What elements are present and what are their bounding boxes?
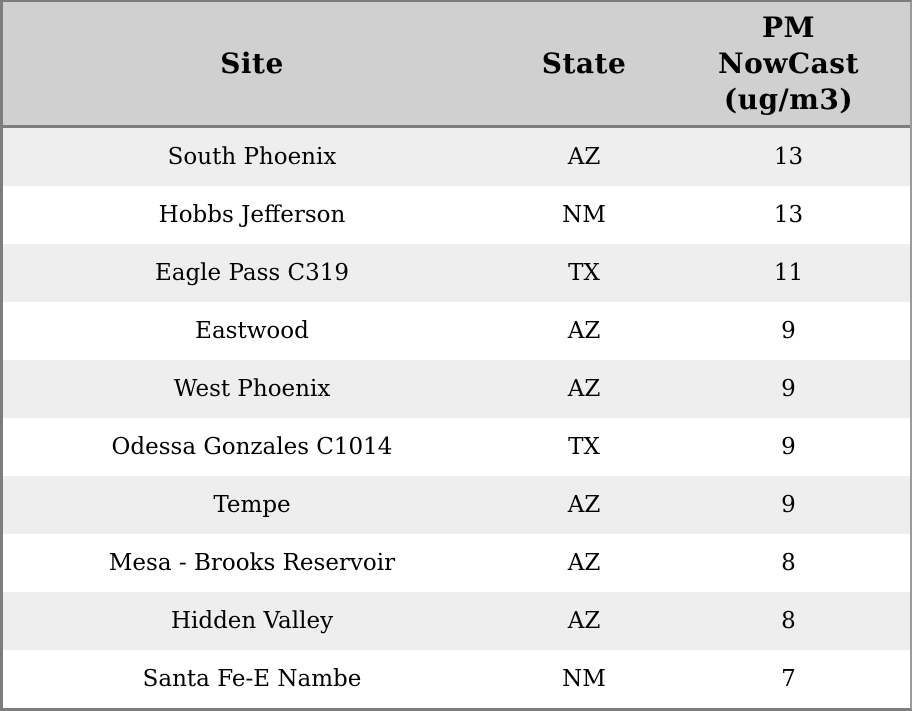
site-cell: Hidden Valley [170,607,334,634]
state-cell: AZ [567,549,601,576]
site-cell: Eagle Pass C319 [154,259,350,286]
table-row [3,418,910,476]
site-cell: Tempe [213,491,291,518]
table-row [3,534,910,592]
state-cell: AZ [567,375,601,402]
pm-value-cell: 9 [781,375,796,402]
state-cell: AZ [567,491,601,518]
site-cell: Mesa - Brooks Reservoir [108,549,396,576]
pm-value-cell: 13 [773,202,804,228]
state-cell: NM [562,202,606,228]
table-row [3,127,910,187]
table-row [3,186,910,244]
pm-value-cell: 9 [781,433,796,460]
header-row [3,2,910,127]
site-cell: Eastwood [195,317,309,344]
table-row [3,360,910,418]
site-cell: Santa Fe-E Nambe [142,665,362,692]
pm-value-cell: 11 [773,259,804,286]
state-cell: TX [568,433,600,460]
pm-value-cell: 7 [781,665,796,692]
site-cell: West Phoenix [173,375,331,402]
table-row [3,302,910,360]
pm-value-cell: 8 [781,607,796,634]
col-header-site: Site [3,2,501,127]
site-cell: South Phoenix [167,144,337,170]
table-row [3,476,910,534]
table-row [3,244,910,302]
table-body [3,127,910,709]
pm-value-cell: 8 [781,549,796,576]
site-cell: Hobbs Jefferson [158,202,346,228]
pm-header-text: PM NowCast (ug/m3) [718,10,859,116]
table-row [3,650,910,708]
pm-value-cell: 13 [773,144,804,170]
pm-value-cell: 9 [781,491,796,518]
state-cell: AZ [567,144,601,170]
site-cell: Odessa Gonzales C1014 [111,433,393,460]
sites-table [3,2,910,708]
state-cell: NM [562,665,606,692]
pm-value-cell: 9 [781,317,796,344]
state-cell: AZ [567,607,601,634]
state-cell: AZ [567,317,601,344]
table-row [3,592,910,650]
col-header-state: State [501,2,667,127]
state-cell: TX [568,259,600,286]
col-header-pm-nowcast [667,2,910,127]
